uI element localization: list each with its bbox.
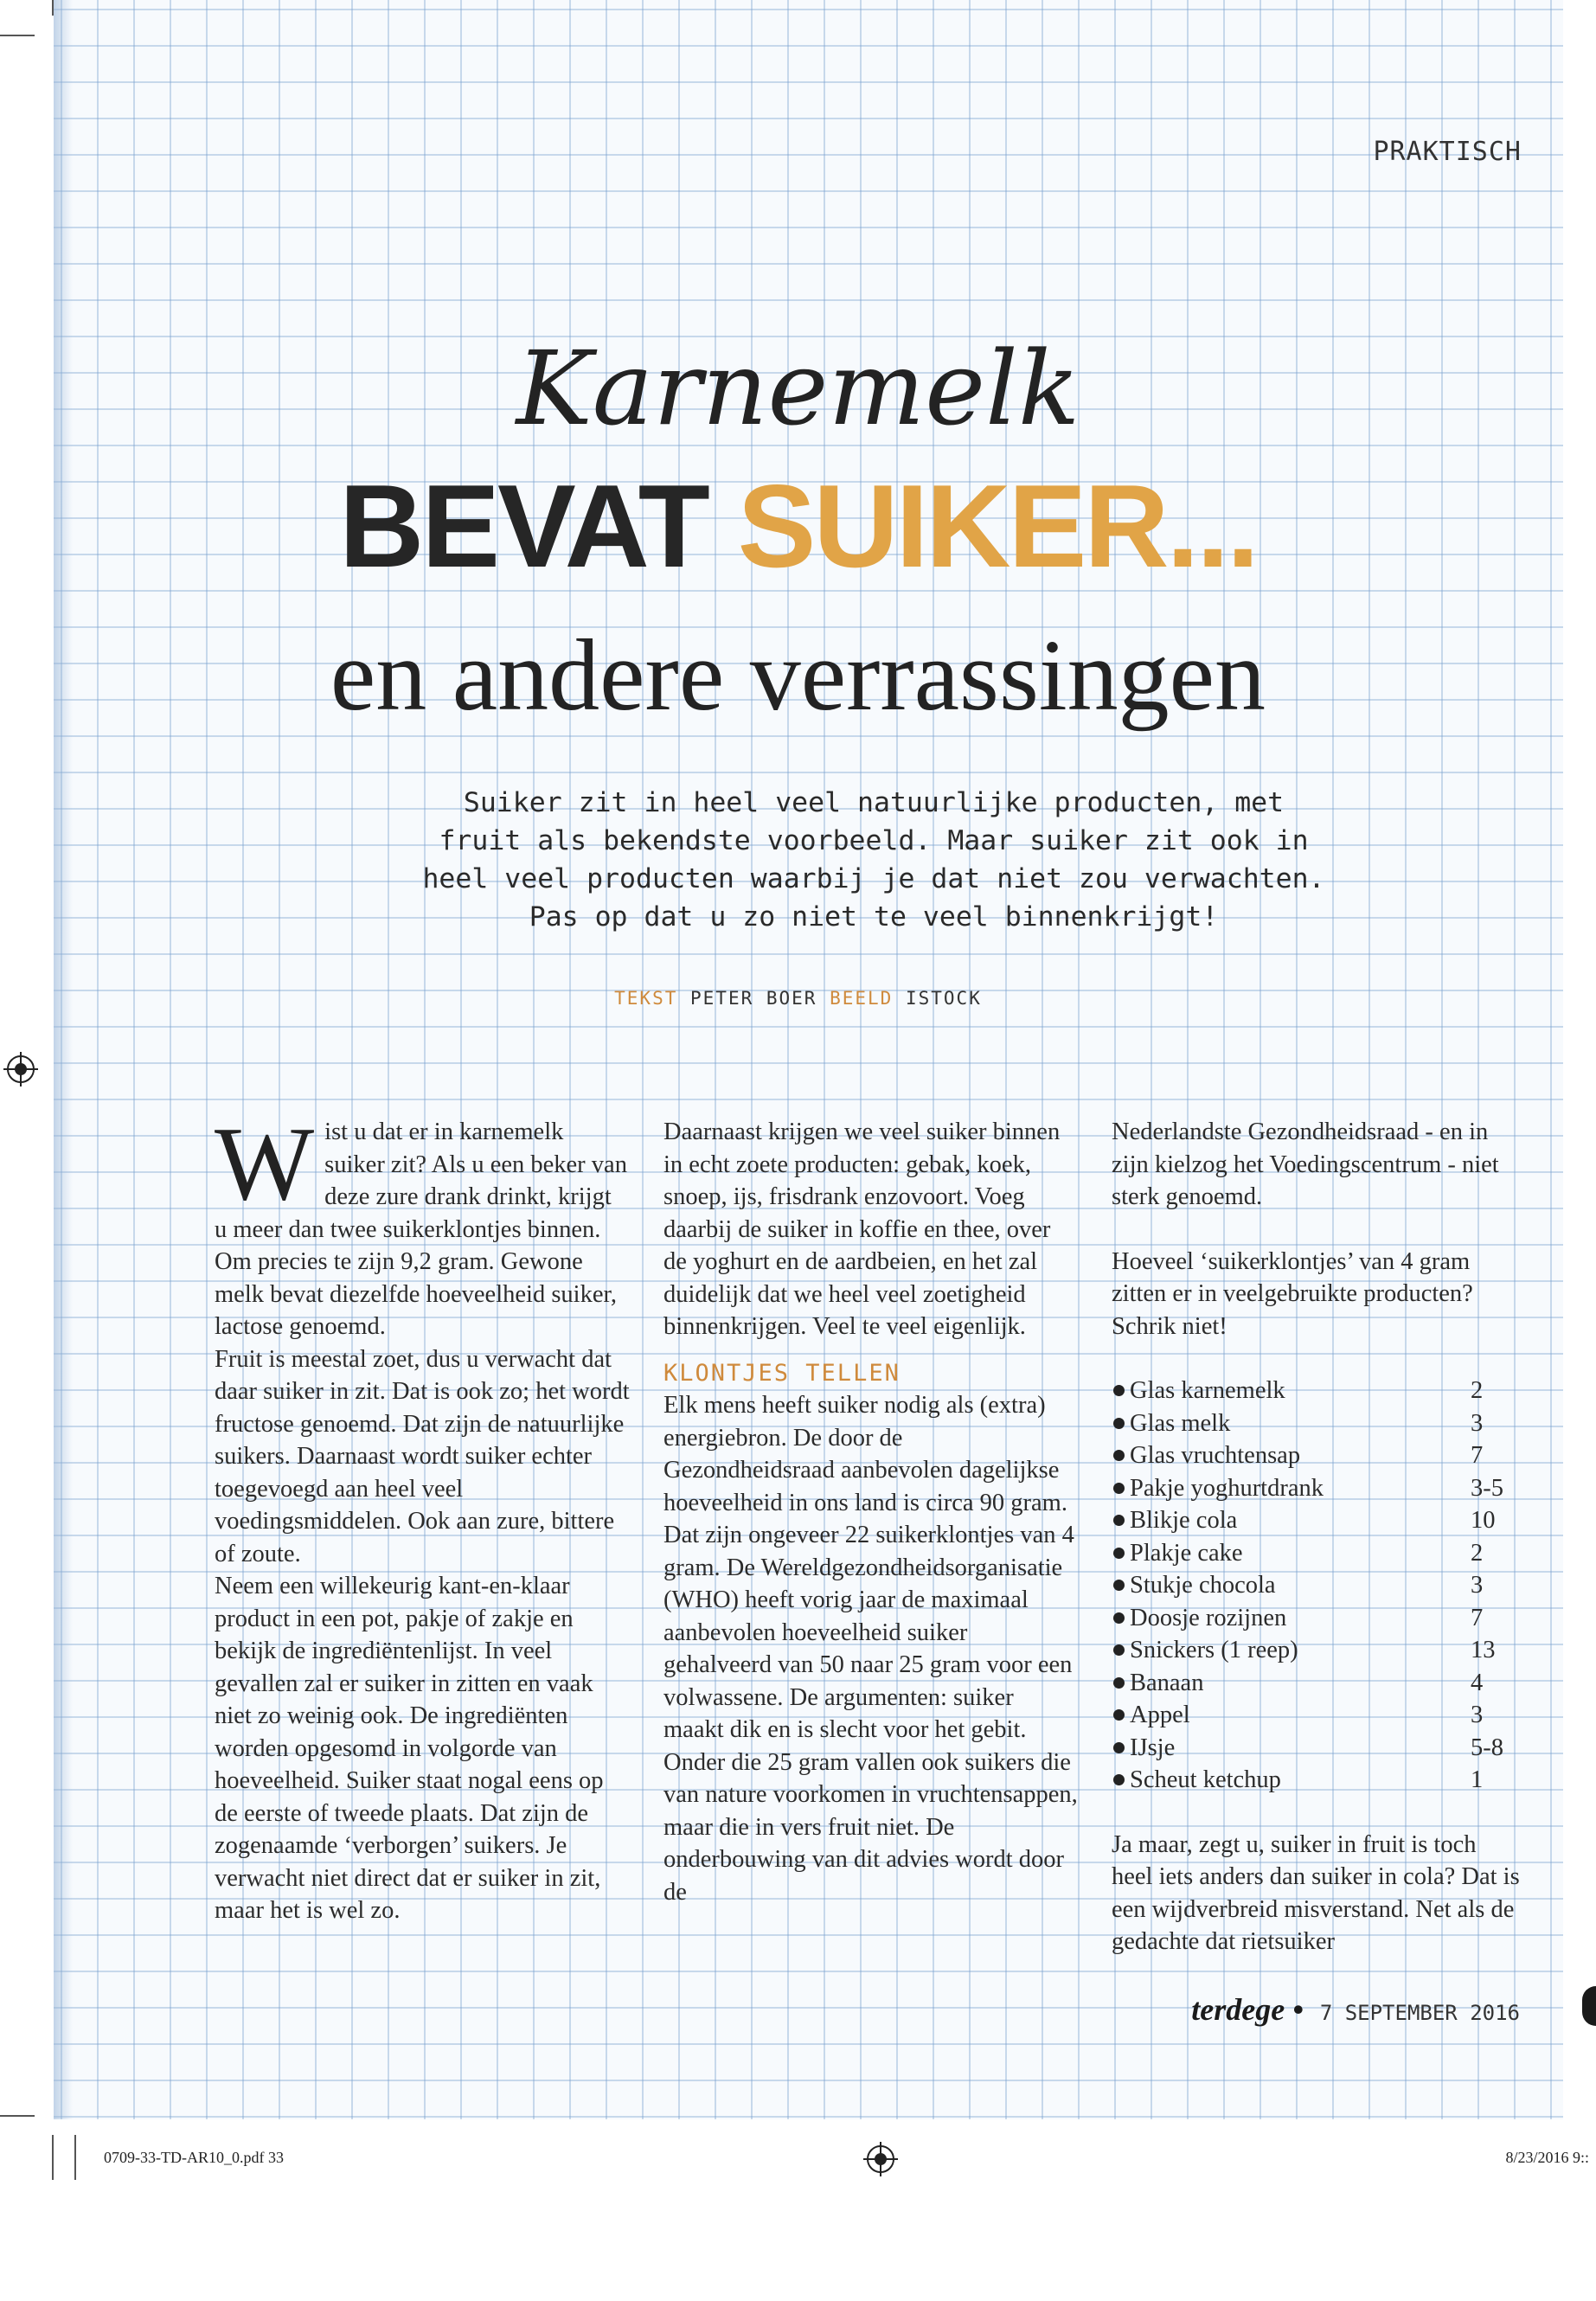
sugar-list-item: [1112, 1569, 1522, 1602]
sugar-cube-count: 3-5: [1471, 1474, 1503, 1502]
credits: [0, 988, 1596, 1009]
credit-author: PETER BOER: [690, 988, 817, 1009]
intro-line: heel veel producten waarbij je dat niet zou verwachten.: [422, 863, 1325, 894]
sugar-cube-count: 1: [1471, 1766, 1484, 1793]
bullet-icon: [1113, 1483, 1125, 1494]
crop-mark: [0, 2115, 35, 2117]
sugar-list-item: [1112, 1537, 1522, 1570]
credit-text-label: TEKST: [614, 988, 678, 1009]
grid-paper-edge: [54, 0, 73, 2119]
bullet-icon: [1113, 1418, 1125, 1429]
sugar-cube-count: 5-8: [1471, 1734, 1503, 1761]
title-word-suiker: SUIKER...: [737, 460, 1257, 592]
product-name: Glas melk: [1130, 1409, 1231, 1437]
product-name: Scheut ketchup: [1130, 1766, 1281, 1793]
sugar-cube-count: 4: [1471, 1669, 1484, 1696]
product-name: Appel: [1130, 1702, 1190, 1728]
subheading: KLONTJES TELLEN: [663, 1359, 901, 1387]
sugar-list-item: [1112, 1699, 1522, 1732]
section-label: PRAKTISCH: [1373, 137, 1522, 167]
credit-image-source: ISTOCK: [905, 988, 982, 1009]
issue-date: 7 SEPTEMBER 2016: [1319, 2001, 1520, 2025]
sugar-list-item: [1112, 1375, 1522, 1407]
bullet-icon: [1113, 1612, 1125, 1624]
footer-separator: •: [1292, 1992, 1304, 2027]
product-name: Pakje yoghurtdrank: [1130, 1474, 1324, 1502]
bullet-icon: [1113, 1385, 1125, 1396]
paragraph: Hoeveel ‘suikerklontjes’ van 4 gram zitten er in veelgebruikte producten? Schrik niet!: [1112, 1247, 1473, 1340]
bullet-icon: [1113, 1548, 1125, 1559]
print-file-info: 0709-33-TD-AR10_0.pdf 33: [104, 2149, 284, 2166]
sugar-list-item: [1112, 1407, 1522, 1440]
paragraph: Elk mens heeft suiker nodig als (extra) energiebron. De door de Gezondheidsraad aanbevolen dagelijkse hoeveelheid in ons land is circa 90 gram. Dat zijn ongeveer 22 suikerklontjes van 4 gram. De Wereldgezondheidsorganisatie (WHO) heeft vorig jaar de maximaal aanbevolen hoeveelheid suiker gehalveerd van 50 naar 25 gram voor een volwassene. De argumenten: suiker maakt dik en is slecht voor het gebit. Onder die 25 gram vallen ook suikers die van nature voorkomen in vruchtensappen, maar die in vers fruit niet. De onderbouwing van dit advies wordt door de: [663, 1392, 1078, 1906]
crop-mark: [52, 0, 54, 16]
intro-line: fruit als bekendste voorbeeld. Maar suiker zit ook in: [439, 825, 1309, 856]
sugar-cube-count: 2: [1471, 1377, 1484, 1404]
page-number-tab: [1582, 1986, 1596, 2026]
product-name: Banaan: [1130, 1669, 1204, 1696]
registration-mark: [7, 1055, 35, 1083]
product-name: Plakje cake: [1130, 1539, 1243, 1567]
bullet-icon: [1113, 1774, 1125, 1785]
sugar-list-item: [1112, 1472, 1522, 1505]
sugar-list-item: [1112, 1667, 1522, 1700]
sugar-cube-count: 7: [1471, 1604, 1484, 1631]
magazine-logo: terdege: [1191, 1992, 1285, 2027]
article-column-2: [663, 1116, 1079, 1908]
sugar-list-item: [1112, 1602, 1522, 1635]
product-name: Blikje cola: [1130, 1507, 1238, 1534]
sugar-cube-count: 2: [1471, 1539, 1484, 1567]
paragraph: Daarnaast krijgen we veel suiker binnen in echt zoete producten: gebak, koek, snoep, ijs, frisdrank enzovoort. Voeg daarbij de suiker in koffie en thee, over de yoghurt en de aardbeien, en het zal duidelijk dat we heel veel zoetigheid binnenkrijgen. Veel te veel eigenlijk.: [663, 1118, 1061, 1340]
sugar-cube-count: 3: [1471, 1409, 1484, 1437]
paragraph: Ja maar, zegt u, suiker in fruit is toch heel iets anders dan suiker in cola? Dat is een wijdverbreid misverstand. Net als de gedachte dat rietsuiker: [1112, 1830, 1520, 1955]
footer-brand: [1191, 1991, 1520, 2028]
paragraph: [215, 1106, 630, 1343]
crop-mark: [52, 2135, 54, 2180]
drop-cap: W: [215, 1106, 315, 1222]
sugar-cube-count: 13: [1471, 1637, 1496, 1663]
paragraph: Fruit is meestal zoet, dus u verwacht dat daar suiker in zit. Dat is ook zo; het wordt fructose genoemd. Dat zijn de natuurlijke suikers. Daarnaast wordt suiker echter toegevoegd aan heel veel voedingsmiddelen. Ook aan zure, bittere of zoute.: [215, 1345, 630, 1567]
sugar-list-item: [1112, 1439, 1522, 1472]
sugar-list-item: [1112, 1634, 1522, 1667]
product-name: Doosje rozijnen: [1130, 1604, 1287, 1631]
print-timestamp: 8/23/2016 9::: [1505, 2149, 1589, 2166]
sugar-cube-count: 10: [1471, 1507, 1496, 1534]
paragraph: Neem een willekeurig kant-en-klaar product in een pot, pakje of zakje en bekijk de ingrediëntenlijst. In veel gevallen zal er suiker in zitten en vaak niet zo weinig ook. De ingrediënten worden opgesomd in volgorde van hoeveelheid. Suiker staat nogal eens op de eerste of tweede plaats. Dat zijn de zogenaamde ‘verborgen’ suikers. Je verwacht niet direct dat er suiker in zit, maar het is wel zo.: [215, 1573, 604, 1924]
article-column-1: [215, 1106, 630, 1927]
intro-line: Suiker zit in heel veel natuurlijke producten, met: [463, 787, 1285, 818]
sugar-list-item: [1112, 1764, 1522, 1797]
title-line-1: Karnemelk: [516, 329, 1080, 448]
article-column-3: [1112, 1116, 1522, 1958]
bullet-icon: [1113, 1709, 1125, 1721]
sugar-cube-list: [1112, 1375, 1522, 1797]
bullet-icon: [1113, 1677, 1125, 1689]
product-name: Stukje chocola: [1130, 1572, 1276, 1599]
title-line-3: en andere verrassingen: [330, 619, 1266, 732]
sugar-cube-count: 3: [1471, 1572, 1484, 1599]
product-name: Glas vruchtensap: [1130, 1442, 1301, 1469]
sugar-cube-count: 7: [1471, 1442, 1484, 1469]
intro-text: [294, 784, 1453, 936]
crop-mark: [74, 2135, 76, 2180]
bullet-icon: [1113, 1644, 1125, 1656]
crop-mark: [0, 35, 35, 36]
product-name: Glas karnemelk: [1130, 1377, 1285, 1404]
bullet-icon: [1113, 1580, 1125, 1591]
title-line-2: [0, 460, 1596, 592]
product-name: Snickers (1 reep): [1130, 1637, 1298, 1663]
product-name: IJsje: [1130, 1734, 1176, 1761]
intro-line: Pas op dat u zo niet te veel binnenkrijgt!: [529, 901, 1219, 933]
bullet-icon: [1113, 1515, 1125, 1526]
credit-image-label: BEELD: [830, 988, 894, 1009]
sugar-list-item: [1112, 1504, 1522, 1537]
bullet-icon: [1113, 1742, 1125, 1753]
bullet-icon: [1113, 1450, 1125, 1461]
paragraph: Nederlandste Gezondheidsraad - en in zijn kielzog het Voedingscentrum - niet sterk genoemd.: [1112, 1118, 1499, 1210]
paragraph-text: ist u dat er in karnemelk suiker zit? Als u een beker van deze zure drank drinkt, krijgt u meer dan twee suikerklontjes binnen. Om precies te zijn 9,2 gram. Gewone melk bevat diezelfde hoeveelheid suiker, lactose genoemd.: [215, 1118, 627, 1340]
sugar-list-item: [1112, 1732, 1522, 1765]
title-word-bevat: BEVAT: [339, 460, 708, 592]
sugar-cube-count: 3: [1471, 1702, 1484, 1728]
registration-mark: [867, 2145, 894, 2173]
